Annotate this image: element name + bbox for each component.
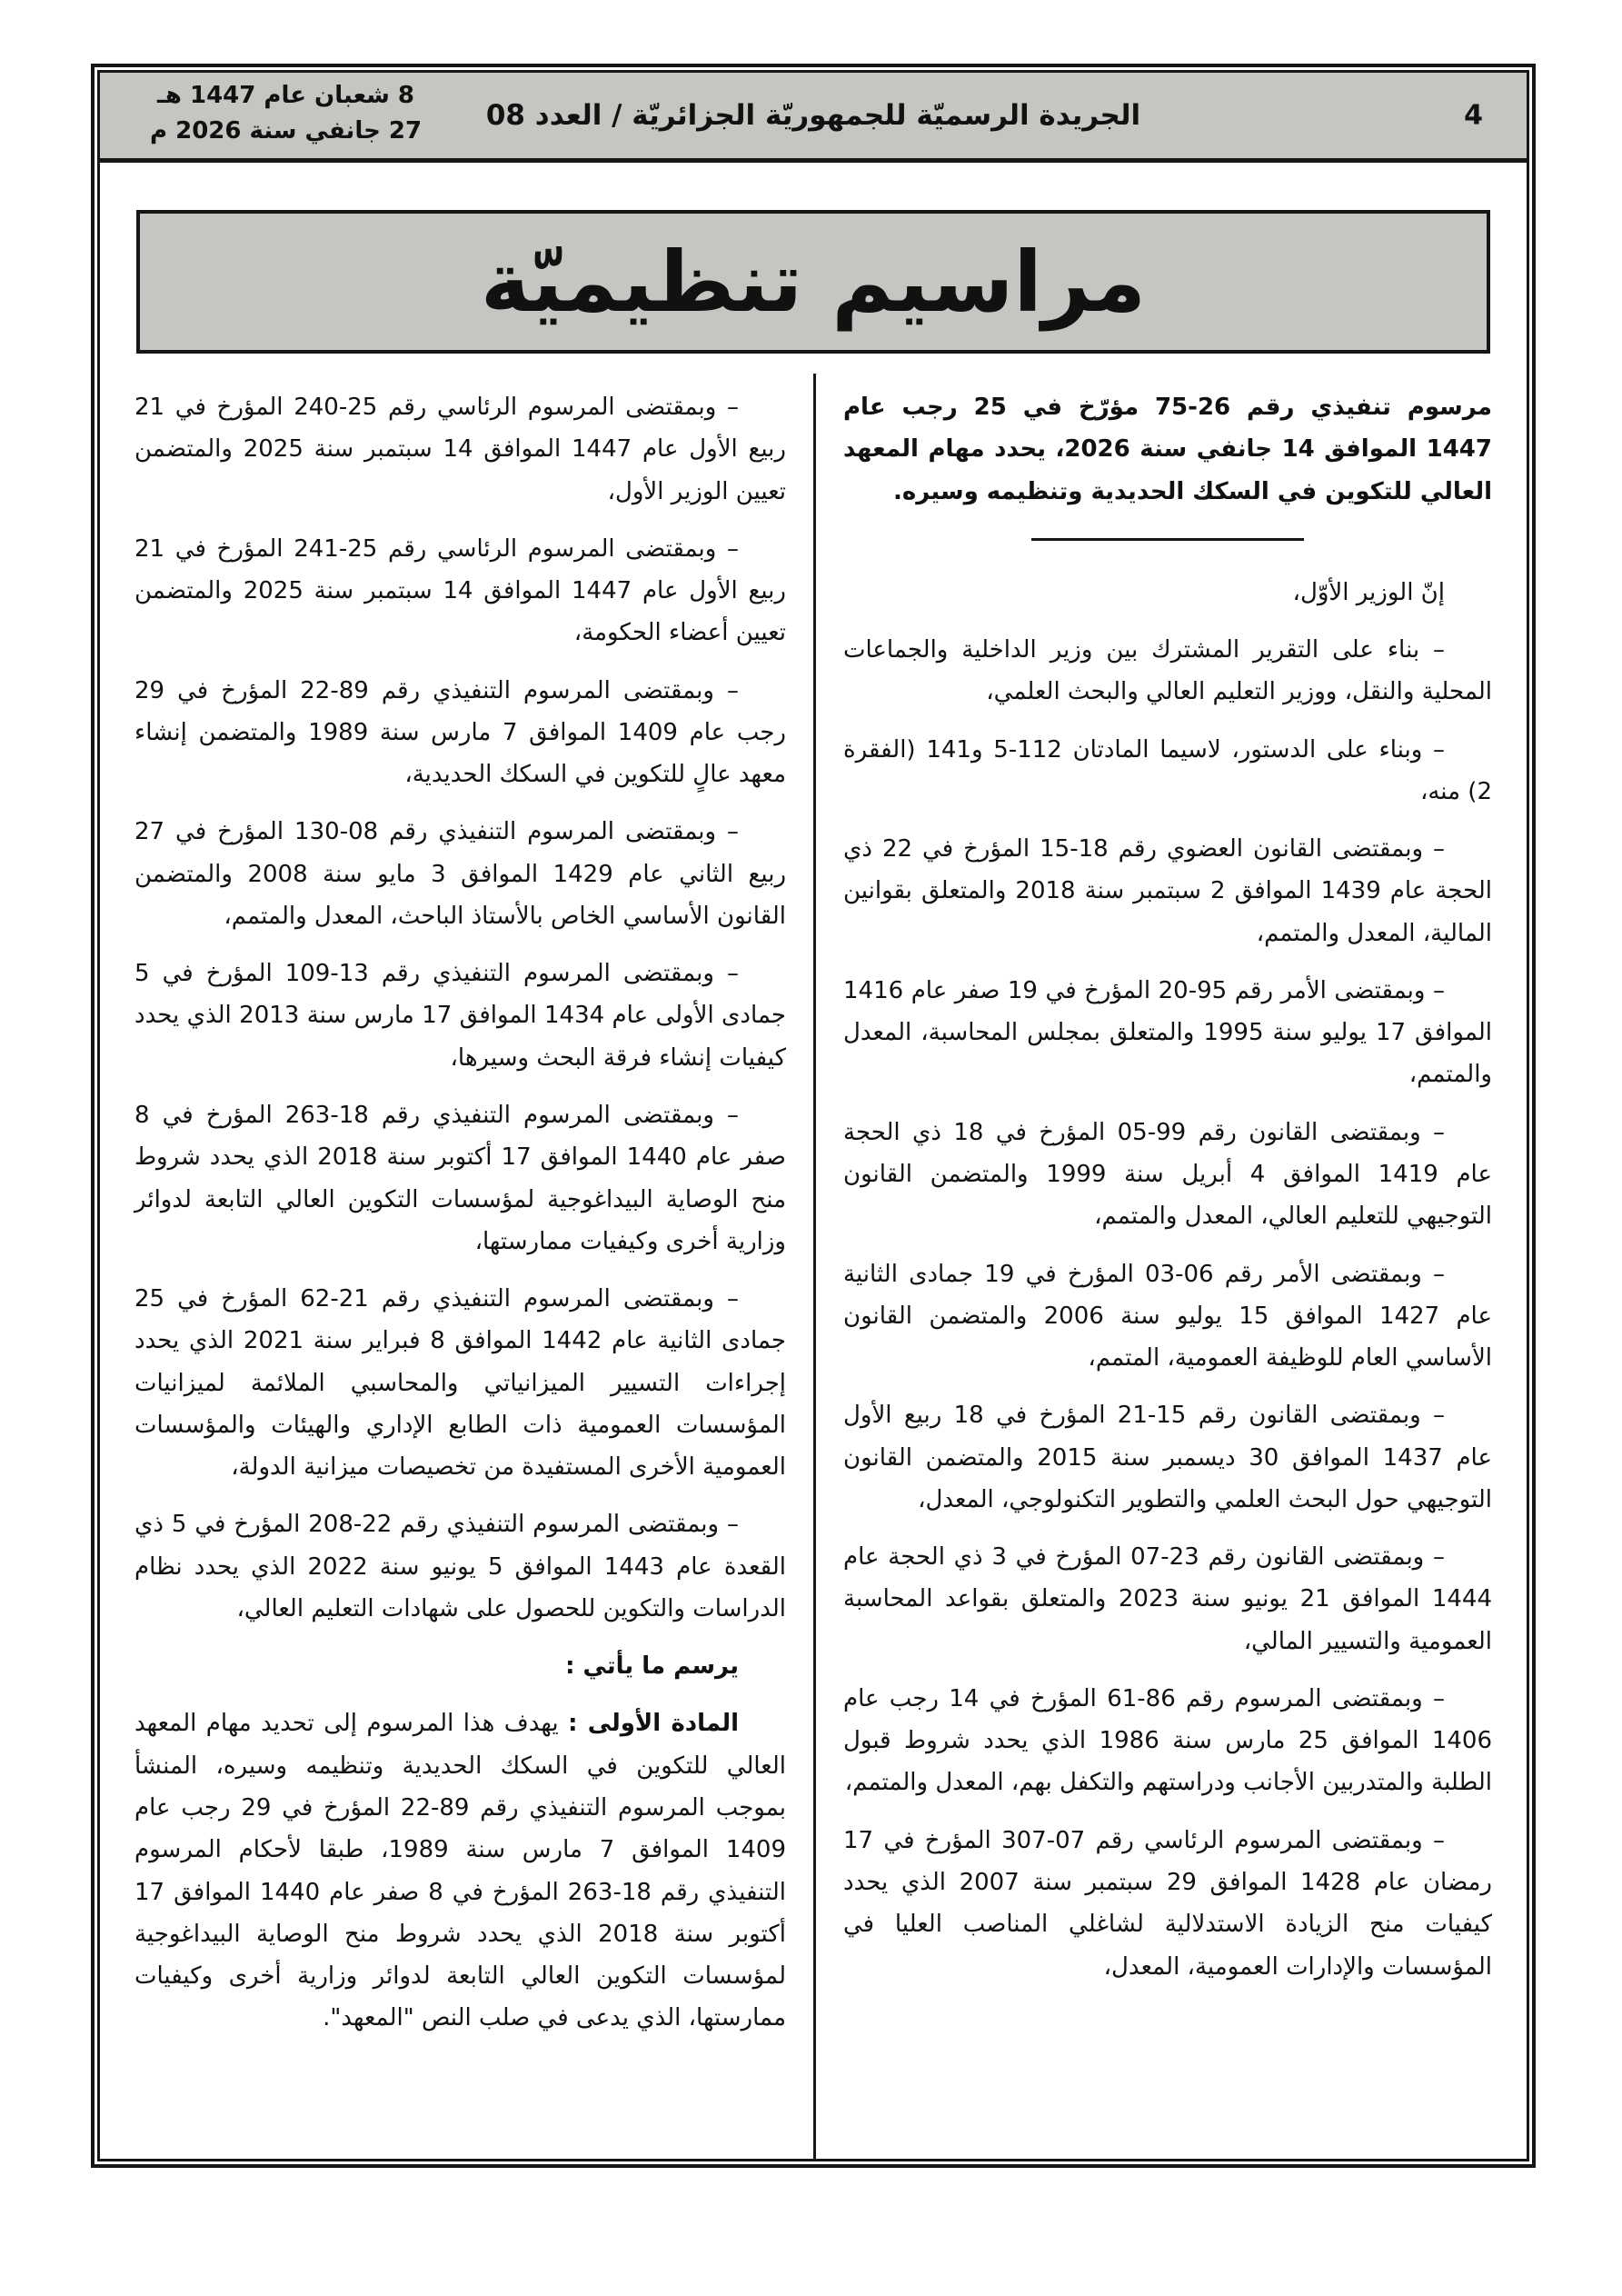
visa-paragraph: – وبمقتضى المرسوم التنفيذي رقم 89-22 المؤرخ في 29 رجب عام 1409 الموافق 7 مارس سنة 1989 والمتضمن إنشاء معهد عالٍ للتكوين في السكك الحديدية، [134, 676, 786, 789]
gregorian-date: 27 جانفي سنة 2026 م [150, 117, 423, 145]
visa-paragraph: – وبمقتضى المرسوم التنفيذي رقم 21-62 المؤرخ في 25 جمادى الثانية عام 1442 الموافق 8 فبراير سنة 2021 الذي يحدد إجراءات التسيير الميزانياتي والمحاسبي الملائمة لميزانيات المؤسسات العمومية ذات الطابع الإداري والهيئات والمؤسسات العمومية الأخرى المستفيدة من تخصيصات ميزانية الدولة، [134, 1285, 786, 1482]
decrees-banner [136, 210, 1490, 354]
visa-paragraph: – وبمقتضى المرسوم رقم 86-61 المؤرخ في 14 رجب عام 1406 الموافق 25 مارس سنة 1986 الذي يحدد شروط قبول الطلبة والمتدربين الأجانب ودراستهم والتكفل بهم، المعدل والمتمم، [843, 1684, 1492, 1797]
visa-paragraph: – وبمقتضى الأمر رقم 06-03 المؤرخ في 19 جمادى الثانية عام 1427 الموافق 15 يوليو سنة 2006 والمتضمن القانون الأساسي العام للوظيفة العمومية، المتمم، [843, 1260, 1492, 1373]
journal-title: الجريدة الرسميّة للجمهوريّة الجزائريّة / العدد 08 [485, 99, 1141, 132]
banner-title: مراسيم تنظيميّة [480, 233, 1147, 331]
heading-separator [1031, 538, 1304, 541]
page-frame [91, 64, 1536, 2168]
page-header [100, 73, 1527, 163]
visa-paragraph: – وبمقتضى المرسوم التنفيذي رقم 08-130 المؤرخ في 27 ربيع الثاني عام 1429 الموافق 3 مايو سنة 2008 والمتضمن القانون الأساسي الخاص بالأستاذ الباحث، المعدل والمتمم، [134, 818, 787, 930]
visa-paragraph: – وبمقتضى القانون العضوي رقم 18-15 المؤرخ في 22 ذي الحجة عام 1439 الموافق 2 سبتمبر سنة 2018 والمتعلق بقوانين المالية، المعدل والمتمم، [843, 835, 1492, 947]
page-frame-inner [97, 70, 1529, 2161]
decree-column-primary [813, 374, 1518, 2159]
visa-paragraph: – وبمقتضى القانون رقم 23-07 المؤرخ في 3 ذي الحجة عام 1444 الموافق 21 يونيو سنة 2023 والمتعلق بقواعد المحاسبة العمومية والتسيير المالي، [843, 1543, 1492, 1655]
visa-paragraph: – بناء على التقرير المشترك بين وزير الداخلية والجماعات المحلية والنقل، ووزير التعليم العالي والبحث العلمي، [843, 636, 1492, 706]
visa-paragraph: – وبمقتضى المرسوم الرئاسي رقم 07-307 المؤرخ في 17 رمضان عام 1428 الموافق 29 سبتمبر سنة 2007 الذي يحدد كيفيات منح الزيادة الاستدلالية لشاغلي المناصب العليا في المؤسسات والإدارات العمومية، المعدل، [843, 1826, 1492, 1981]
page-number: 4 [1464, 99, 1483, 132]
visa-paragraph: – وبمقتضى الأمر رقم 95-20 المؤرخ في 19 صفر عام 1416 الموافق 17 يوليو سنة 1995 والمتعلق بمجلس المحاسبة، المعدل والمتمم، [843, 976, 1492, 1089]
article-1-text: يهدف هذا المرسوم إلى تحديد مهام المعهد العالي للتكوين في السكك الحديدية وتنظيمه وسيره، المنشأ بموجب المرسوم التنفيذي رقم 89-22 المؤرخ في 29 رجب عام 1409 الموافق 7 مارس سنة 1989، طبقا لأحكام المرسوم التنفيذي رقم 18-263 المؤرخ في 8 صفر عام 1440 الموافق 17 أكتوبر سنة 2018 الذي يحدد شروط منح الوصاية البيداغوجية لمؤسسات التكوين العالي التابعة لدوائر وزارية أخرى وكيفيات ممارستها، الذي يدعى في صلب النص "المعهد". [134, 1710, 787, 2032]
decree-column-secondary [109, 374, 813, 2159]
visa-paragraph: – وبمقتضى القانون رقم 99-05 المؤرخ في 18 ذي الحجة عام 1419 الموافق 4 أبريل سنة 1999 والمتضمن القانون التوجيهي للتعليم العالي، المعدل والمتمم، [843, 1118, 1492, 1231]
content-columns [100, 354, 1527, 2159]
hijri-date: 8 شعبان عام 1447 هـ [157, 82, 415, 109]
visa-paragraph: – وبمقتضى المرسوم التنفيذي رقم 22-208 المؤرخ في 5 ذي القعدة عام 1443 الموافق 5 يونيو سنة 2022 الذي يحدد نظام الدراسات والتكوين للحصول على شهادات التعليم العالي، [134, 1511, 786, 1622]
visa-paragraph: – وبمقتضى المرسوم التنفيذي رقم 13-109 المؤرخ في 5 جمادى الأولى عام 1434 الموافق 17 مارس سنة 2013 الذي يحدد كيفيات إنشاء فرقة البحث وسيرها، [134, 960, 787, 1072]
visa-paragraph: – وبمقتضى المرسوم الرئاسي رقم 25-241 المؤرخ في 21 ربيع الأول عام 1447 الموافق 14 سبتمبر سنة 2025 والمتضمن تعيين أعضاء الحكومة، [134, 534, 786, 647]
visa-paragraph: – وبمقتضى المرسوم التنفيذي رقم 18-263 المؤرخ في 8 صفر عام 1440 الموافق 17 أكتوبر سنة 2018 الذي يحدد شروط منح الوصاية البيداغوجية لمؤسسات التكوين العالي التابعة لدوائر وزارية أخرى وكيفيات ممارستها، [134, 1101, 787, 1255]
visa-paragraph: – وبناء على الدستور، لاسيما المادتان 112-5 و141 (الفقرة 2) منه، [843, 735, 1492, 805]
preamble-intro: إنّ الوزير الأوّل، [1292, 578, 1445, 606]
decree-heading: مرسوم تنفيذي رقم 26-75 مؤرّخ في 25 رجب عام 1447 الموافق 14 جانفي سنة 2026، يحدد مهام المعهد العالي للتكوين في السكك الحديدية وتنظيمه وسيره. [843, 394, 1492, 505]
issue-date-block [150, 78, 422, 149]
enacting-formula: يرسم ما يأتي : [565, 1652, 739, 1681]
article-1-label: المادة الأولى : [568, 1710, 739, 1738]
visa-paragraph: – وبمقتضى المرسوم الرئاسي رقم 25-240 المؤرخ في 21 ربيع الأول عام 1447 الموافق 14 سبتمبر سنة 2025 والمتضمن تعيين الوزير الأول، [134, 394, 786, 505]
article-1 [134, 1702, 786, 2039]
visa-paragraph: – وبمقتضى القانون رقم 15-21 المؤرخ في 18 ربيع الأول عام 1437 الموافق 30 ديسمبر سنة 2015 والمتضمن القانون التوجيهي حول البحث العلمي والتطوير التكنولوجي، المعدل، [843, 1402, 1492, 1513]
